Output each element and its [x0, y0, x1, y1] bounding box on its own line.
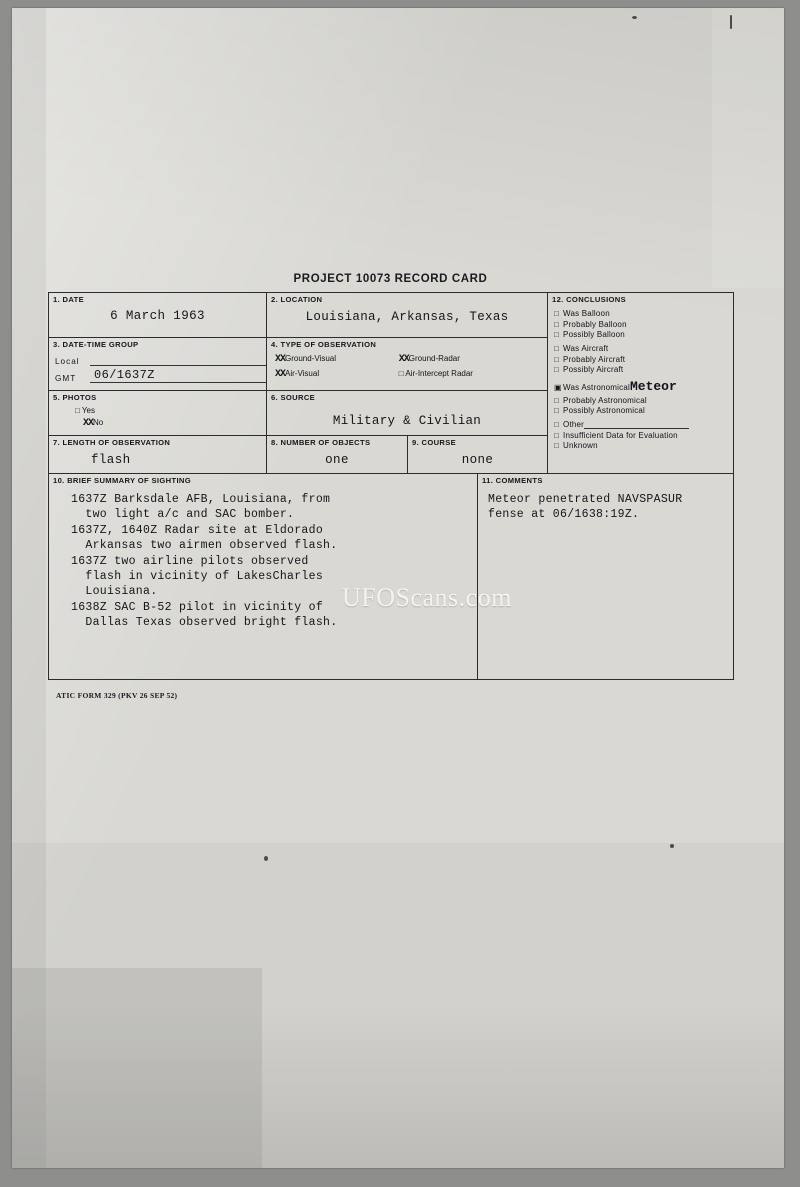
checkbox-icon[interactable]: □	[554, 330, 560, 339]
observation-label: Ground-Visual	[285, 354, 337, 363]
conclusion-label: Was Astronomical	[563, 383, 630, 392]
checkbox-icon[interactable]: □	[554, 309, 560, 318]
checkbox-icon[interactable]: □	[554, 406, 560, 415]
field-value-length-of-observation: flash	[91, 453, 131, 467]
cell-brief-summary	[49, 474, 478, 680]
conclusion-option[interactable]	[554, 309, 729, 318]
checkbox-icon[interactable]: □	[554, 441, 560, 450]
gmt-value: 06/1637Z	[94, 368, 155, 382]
photos-option-no[interactable]	[83, 418, 266, 429]
checkbox-icon[interactable]: □	[398, 369, 404, 378]
conclusion-option[interactable]	[554, 406, 729, 415]
summary-line: 1637Z two airline pilots observed	[71, 554, 309, 568]
dust-speck	[264, 856, 268, 861]
conclusion-option[interactable]	[554, 431, 729, 440]
checkbox-icon[interactable]: □	[554, 430, 560, 440]
watermark: UFOScans.com	[342, 583, 512, 612]
cell-number-of-objects	[267, 436, 408, 474]
conclusion-label: Possibly Balloon	[563, 330, 625, 339]
conclusion-annotation: Meteor	[629, 379, 677, 394]
brief-summary-text	[49, 485, 477, 631]
cell-type-of-observation	[267, 338, 548, 391]
local-value-line[interactable]	[90, 352, 266, 366]
cell-location	[267, 293, 548, 338]
conclusion-option[interactable]	[554, 355, 729, 364]
conclusion-label: Was Aircraft	[563, 344, 609, 353]
table-row	[49, 474, 734, 680]
summary-line: 1637Z Barksdale AFB, Louisiana, from	[71, 493, 331, 506]
x-mark: XX	[275, 354, 286, 365]
cell-conclusions	[548, 293, 734, 474]
field-label-location: 2. LOCATION	[271, 295, 323, 304]
observation-option-air-intercept-radar[interactable]	[399, 369, 540, 378]
observation-option-air-visual[interactable]	[275, 369, 365, 380]
dust-speck	[730, 15, 732, 29]
summary-line: two light a/c and SAC bomber.	[71, 508, 295, 522]
local-label: Local	[55, 357, 80, 366]
conclusions-group-astronomical	[554, 379, 729, 415]
cell-photos	[49, 391, 267, 436]
comments-line: Meteor penetrated NAVSPASUR	[488, 493, 683, 506]
conclusion-label: Probably Balloon	[563, 319, 627, 329]
field-label-type-of-observation: 4. TYPE OF OBSERVATION	[271, 340, 377, 349]
conclusion-option[interactable]	[554, 365, 729, 374]
x-mark: XX	[398, 354, 409, 365]
gmt-value-line[interactable]	[90, 369, 266, 383]
conclusion-option[interactable]	[554, 330, 729, 339]
conclusion-label: Insufficient Data for Evaluation	[563, 430, 678, 440]
observation-label: Ground-Radar	[408, 354, 460, 363]
checkbox-icon[interactable]: □	[554, 420, 560, 429]
photos-no-label: No	[93, 418, 104, 427]
conclusion-option[interactable]	[554, 420, 729, 429]
other-write-in-line[interactable]	[584, 420, 689, 429]
table-row	[49, 293, 734, 338]
cell-source	[267, 391, 548, 436]
conclusion-option-selected[interactable]	[554, 379, 729, 394]
observation-option-ground-visual[interactable]	[275, 354, 365, 365]
field-label-source: 6. SOURCE	[271, 393, 316, 402]
observation-options	[267, 354, 547, 384]
conclusion-label: Probably Aircraft	[563, 354, 626, 364]
cell-course	[408, 436, 548, 474]
conclusions-group-balloon	[554, 309, 729, 339]
comments-text	[478, 485, 733, 523]
observation-option-ground-radar[interactable]	[399, 354, 540, 365]
field-label-brief-summary: 10. BRIEF SUMMARY OF SIGHTING	[53, 476, 191, 485]
conclusion-label: Possibly Astronomical	[563, 406, 646, 415]
document-paper	[12, 8, 784, 1168]
observation-col-left	[275, 354, 365, 384]
conclusion-label: Other	[563, 420, 585, 429]
summary-line: flash in vicinity of LakesCharles	[71, 570, 324, 584]
x-mark: XX	[275, 369, 286, 380]
conclusion-label: Possibly Aircraft	[563, 365, 624, 374]
checkbox-icon[interactable]: □	[75, 406, 80, 415]
cell-comments	[478, 474, 734, 680]
field-label-course: 9. COURSE	[412, 438, 457, 447]
summary-line: Arkansas two airmen observed flash.	[71, 539, 338, 553]
scan-highlight-topright	[712, 8, 784, 288]
checkbox-icon[interactable]: □	[554, 344, 560, 353]
field-label-comments: 11. COMMENTS	[482, 476, 543, 485]
observation-label: Air-Intercept Radar	[405, 369, 473, 378]
field-value-source: Military & Civilian	[332, 414, 482, 428]
summary-line: 1637Z, 1640Z Radar site at Eldorado	[71, 523, 324, 537]
form-code: ATIC FORM 329 (PKV 26 SEP 52)	[56, 691, 178, 700]
summary-line: Louisiana.	[71, 585, 158, 599]
cell-length-of-observation	[49, 436, 267, 474]
conclusion-option[interactable]	[554, 320, 729, 329]
field-label-length-of-observation: 7. LENGTH OF OBSERVATION	[53, 438, 171, 447]
photos-option-yes[interactable]	[75, 406, 266, 415]
checkbox-icon[interactable]: □	[554, 354, 560, 364]
cell-date-time-group	[49, 338, 267, 391]
checkbox-checked-icon[interactable]: ▣	[554, 383, 562, 392]
field-value-number-of-objects: one	[325, 453, 349, 467]
conclusion-option[interactable]	[554, 344, 729, 353]
record-card	[48, 273, 733, 700]
conclusions-group-aircraft	[554, 344, 729, 374]
x-mark: XX	[83, 418, 94, 429]
field-value-location: Louisiana, Arkansas, Texas	[305, 310, 509, 324]
date-time-gmt-row	[55, 369, 266, 383]
comments-line: fense at 06/1638:19Z.	[488, 508, 640, 522]
page-title: PROJECT 10073 RECORD CARD	[293, 273, 488, 285]
conclusions-list	[548, 307, 733, 454]
checkbox-icon[interactable]: □	[554, 319, 560, 329]
field-label-photos: 5. PHOTOS	[53, 393, 97, 402]
field-label-conclusions: 12. CONCLUSIONS	[552, 295, 627, 304]
dust-speck	[670, 844, 674, 848]
checkbox-icon[interactable]: □	[554, 395, 560, 405]
photos-yes-label: Yes	[81, 406, 95, 415]
dust-speck	[632, 16, 637, 19]
conclusion-label: Probably Astronomical	[563, 395, 647, 405]
field-value-course: none	[461, 453, 494, 467]
summary-line: 1638Z SAC B-52 pilot in vicinity of	[71, 600, 324, 614]
field-label-number-of-objects: 8. NUMBER OF OBJECTS	[271, 438, 371, 447]
observation-col-right	[365, 354, 540, 384]
record-card-table	[48, 292, 734, 680]
field-label-date-time-group: 3. DATE-TIME GROUP	[53, 340, 139, 349]
conclusions-group-other	[554, 420, 729, 450]
checkbox-icon[interactable]: □	[554, 365, 560, 374]
date-time-local-row	[55, 352, 266, 366]
gmt-label: GMT	[55, 374, 77, 383]
conclusion-label: Unknown	[563, 441, 598, 450]
conclusion-option[interactable]	[554, 441, 729, 450]
field-label-date: 1. DATE	[53, 295, 85, 304]
scan-corner-smudge	[12, 968, 262, 1168]
conclusion-option[interactable]	[554, 396, 729, 405]
field-value-date: 6 March 1963	[110, 309, 205, 323]
observation-label: Air-Visual	[285, 369, 320, 378]
conclusion-label: Was Balloon	[563, 309, 610, 318]
cell-date	[49, 293, 267, 338]
summary-line: Dallas Texas observed bright flash.	[71, 616, 338, 630]
